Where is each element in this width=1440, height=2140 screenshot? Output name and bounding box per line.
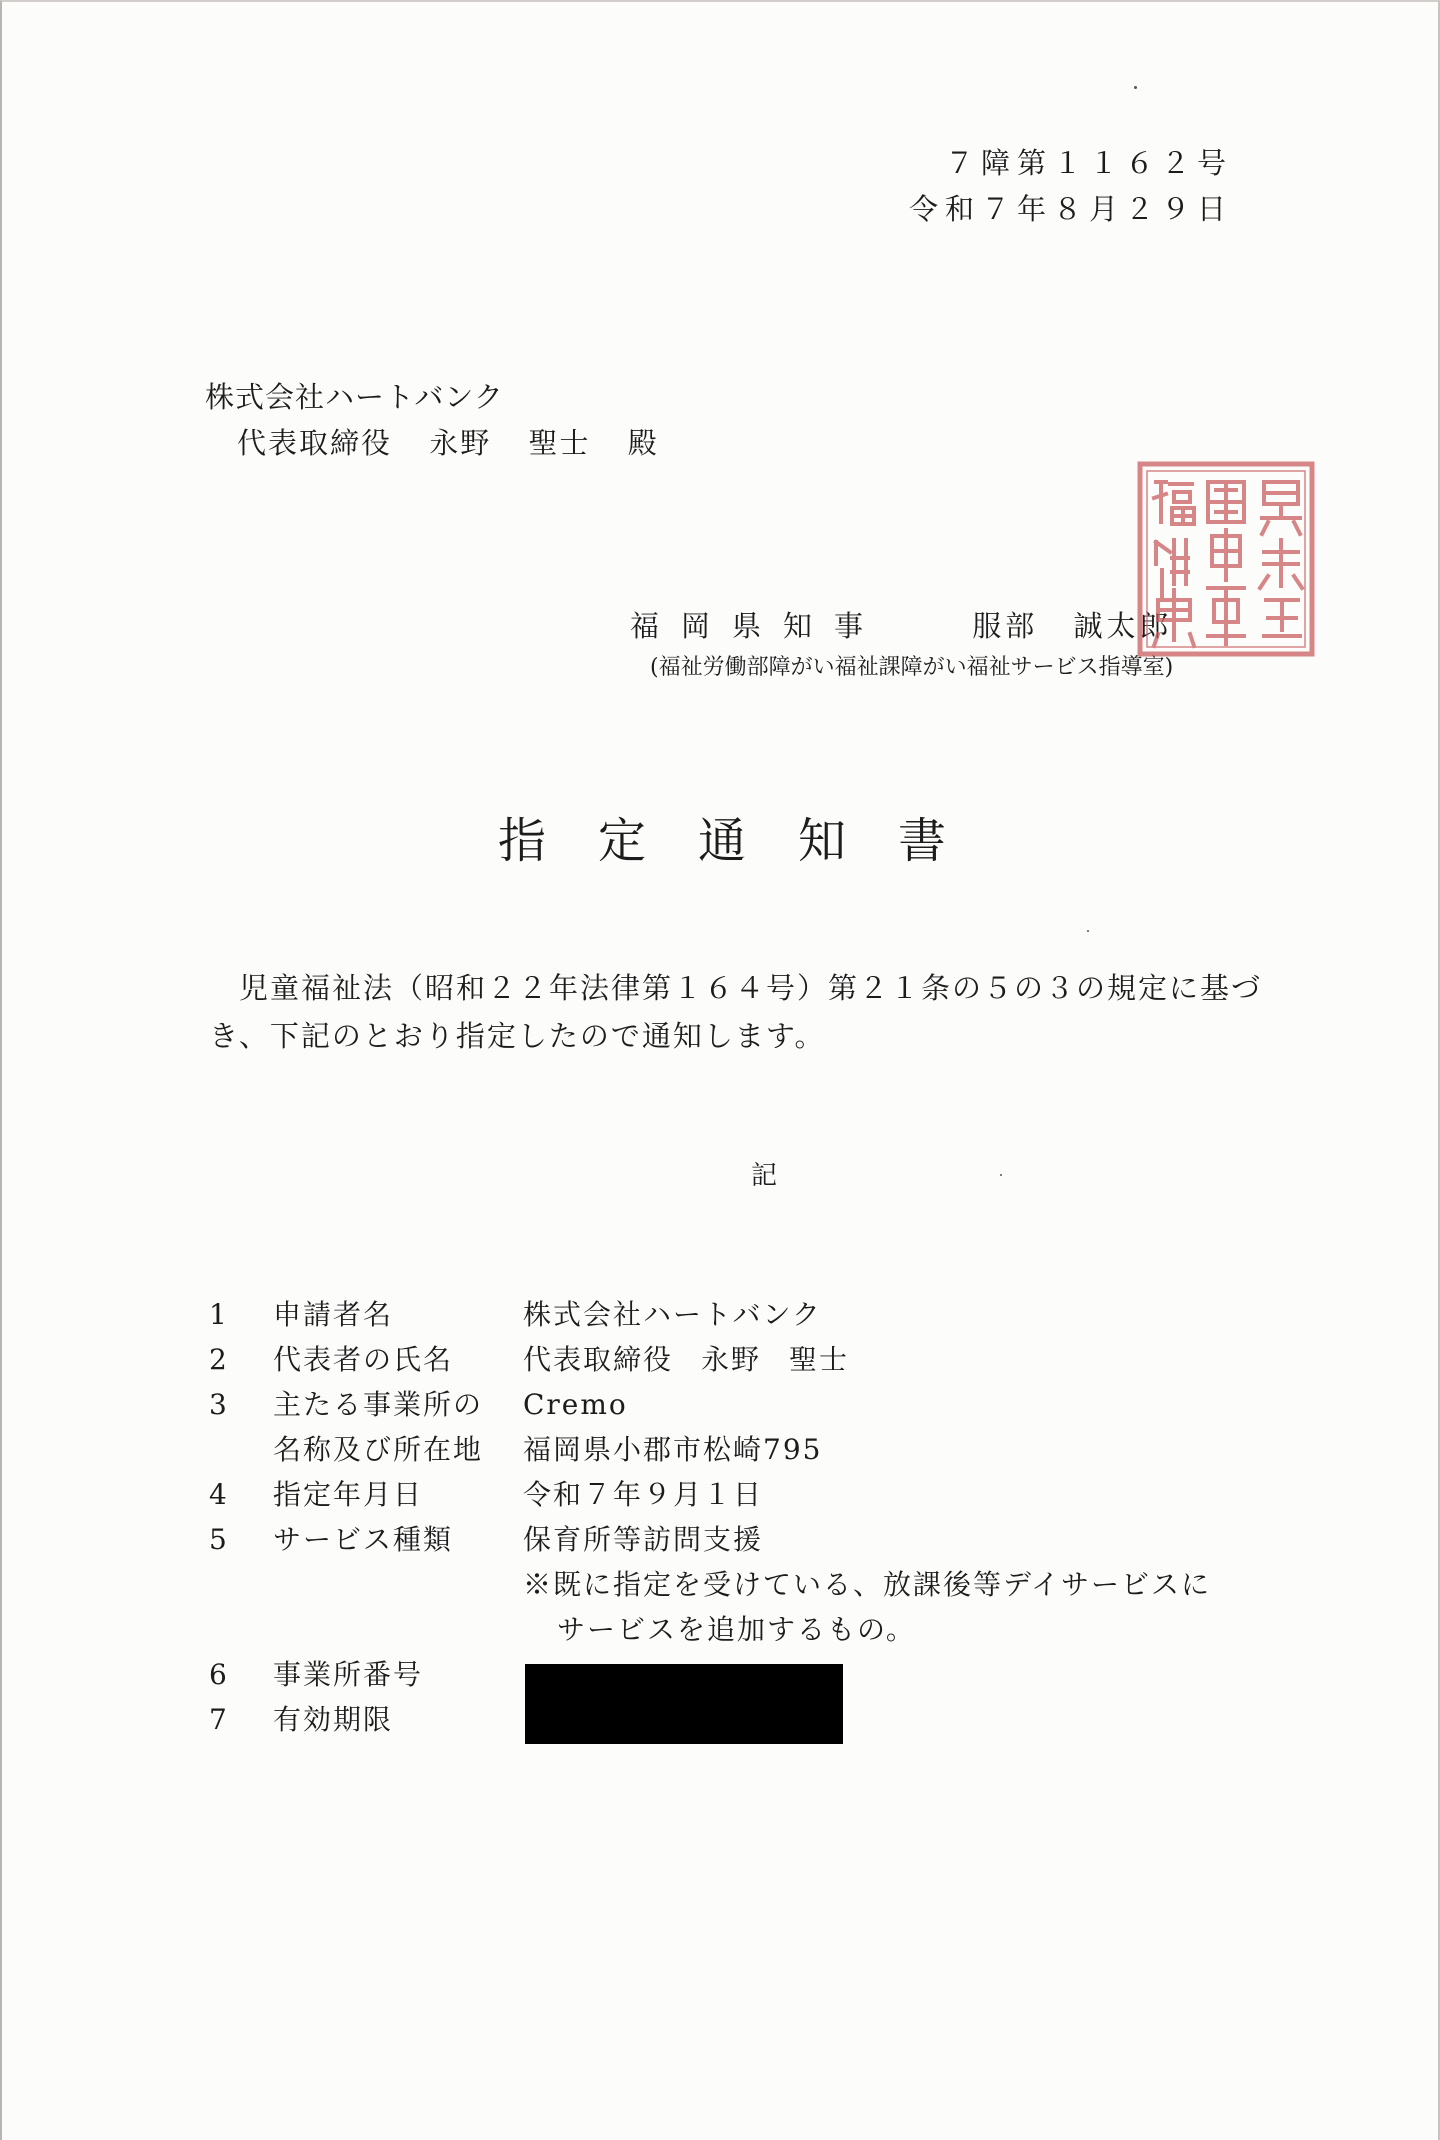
item-value-surname: 永野 <box>701 1343 762 1376</box>
item-number: 6 <box>209 1658 229 1691</box>
redaction-block <box>525 1664 843 1744</box>
item-value: 株式会社ハートバンク <box>523 1298 822 1331</box>
item-value: 福岡県小郡市松崎795 <box>523 1433 823 1466</box>
item-value <box>523 1337 1289 1382</box>
item-number: 3 <box>209 1388 229 1421</box>
item-number: 1 <box>209 1298 229 1331</box>
item-value: ※既に指定を受けている、放課後等デイサービスに <box>523 1568 1212 1601</box>
recipient-honorific: 殿 <box>627 426 659 460</box>
item-label <box>273 1607 523 1652</box>
item-label <box>273 1562 523 1607</box>
issuer-block <box>630 604 1173 688</box>
item-number <box>209 1427 273 1472</box>
recipient-given-name: 聖士 <box>528 426 591 460</box>
list-item <box>209 1382 1289 1427</box>
issuer-given-name: 誠太郎 <box>1073 609 1173 643</box>
scan-speck <box>1087 930 1089 932</box>
item-number: 4 <box>209 1478 229 1511</box>
item-number <box>209 1607 273 1652</box>
item-value: Cremo <box>523 1388 628 1421</box>
item-value: サービスを追加するもの。 <box>557 1613 916 1646</box>
document-date: 令和７年８月２９日 <box>908 192 1233 226</box>
recipient-role: 代表取締役 <box>237 426 393 460</box>
item-value: 保育所等訪問支援 <box>523 1523 764 1556</box>
list-item <box>209 1292 1289 1337</box>
document-header <box>909 140 1233 232</box>
item-value-given-name: 聖士 <box>789 1343 850 1376</box>
document-title: 指定通知書 <box>497 813 998 869</box>
item-label: 指定年月日 <box>273 1478 424 1511</box>
ki-marker: 記 <box>750 1161 777 1191</box>
list-item <box>209 1427 1289 1472</box>
item-label: サービス種類 <box>273 1523 454 1556</box>
issuer-title: 福岡県知事 <box>630 609 886 643</box>
item-number: 7 <box>209 1703 229 1736</box>
recipient-representative <box>205 420 659 466</box>
list-item <box>209 1337 1289 1382</box>
item-label: 事業所番号 <box>273 1658 424 1691</box>
list-item-note <box>209 1562 1289 1607</box>
item-label: 有効期限 <box>273 1703 394 1736</box>
item-value-role: 代表取締役 <box>523 1343 674 1376</box>
issuer-department: (福祉労働部障がい福祉課障がい福祉サービス指導室) <box>650 655 1174 680</box>
scan-speck <box>1000 1174 1002 1176</box>
item-number <box>209 1562 273 1607</box>
item-number: 2 <box>209 1343 229 1376</box>
list-item-note <box>209 1607 1289 1652</box>
item-label: 主たる事業所の <box>273 1388 484 1421</box>
recipient-company: 株式会社ハートバンク <box>205 380 504 414</box>
list-item <box>209 1472 1289 1517</box>
item-label: 代表者の氏名 <box>273 1343 454 1376</box>
item-value: 令和７年９月１日 <box>523 1478 764 1511</box>
recipient-surname: 永野 <box>429 426 492 460</box>
recipient-block <box>205 374 659 466</box>
item-number: 5 <box>209 1523 229 1556</box>
item-label: 申請者名 <box>273 1298 394 1331</box>
document-number: ７障第１１６２号 <box>944 146 1233 180</box>
issuer-surname: 服部 <box>972 609 1039 643</box>
scan-speck <box>1134 86 1137 89</box>
list-item <box>209 1517 1289 1562</box>
official-seal-stamp <box>1136 460 1316 658</box>
item-label: 名称及び所在地 <box>273 1433 484 1466</box>
document-body-text: 児童福祉法（昭和２２年法律第１６４号）第２１条の５の３の規定に基づき、下記のとおり指定したので通知します。 <box>209 971 1263 1053</box>
